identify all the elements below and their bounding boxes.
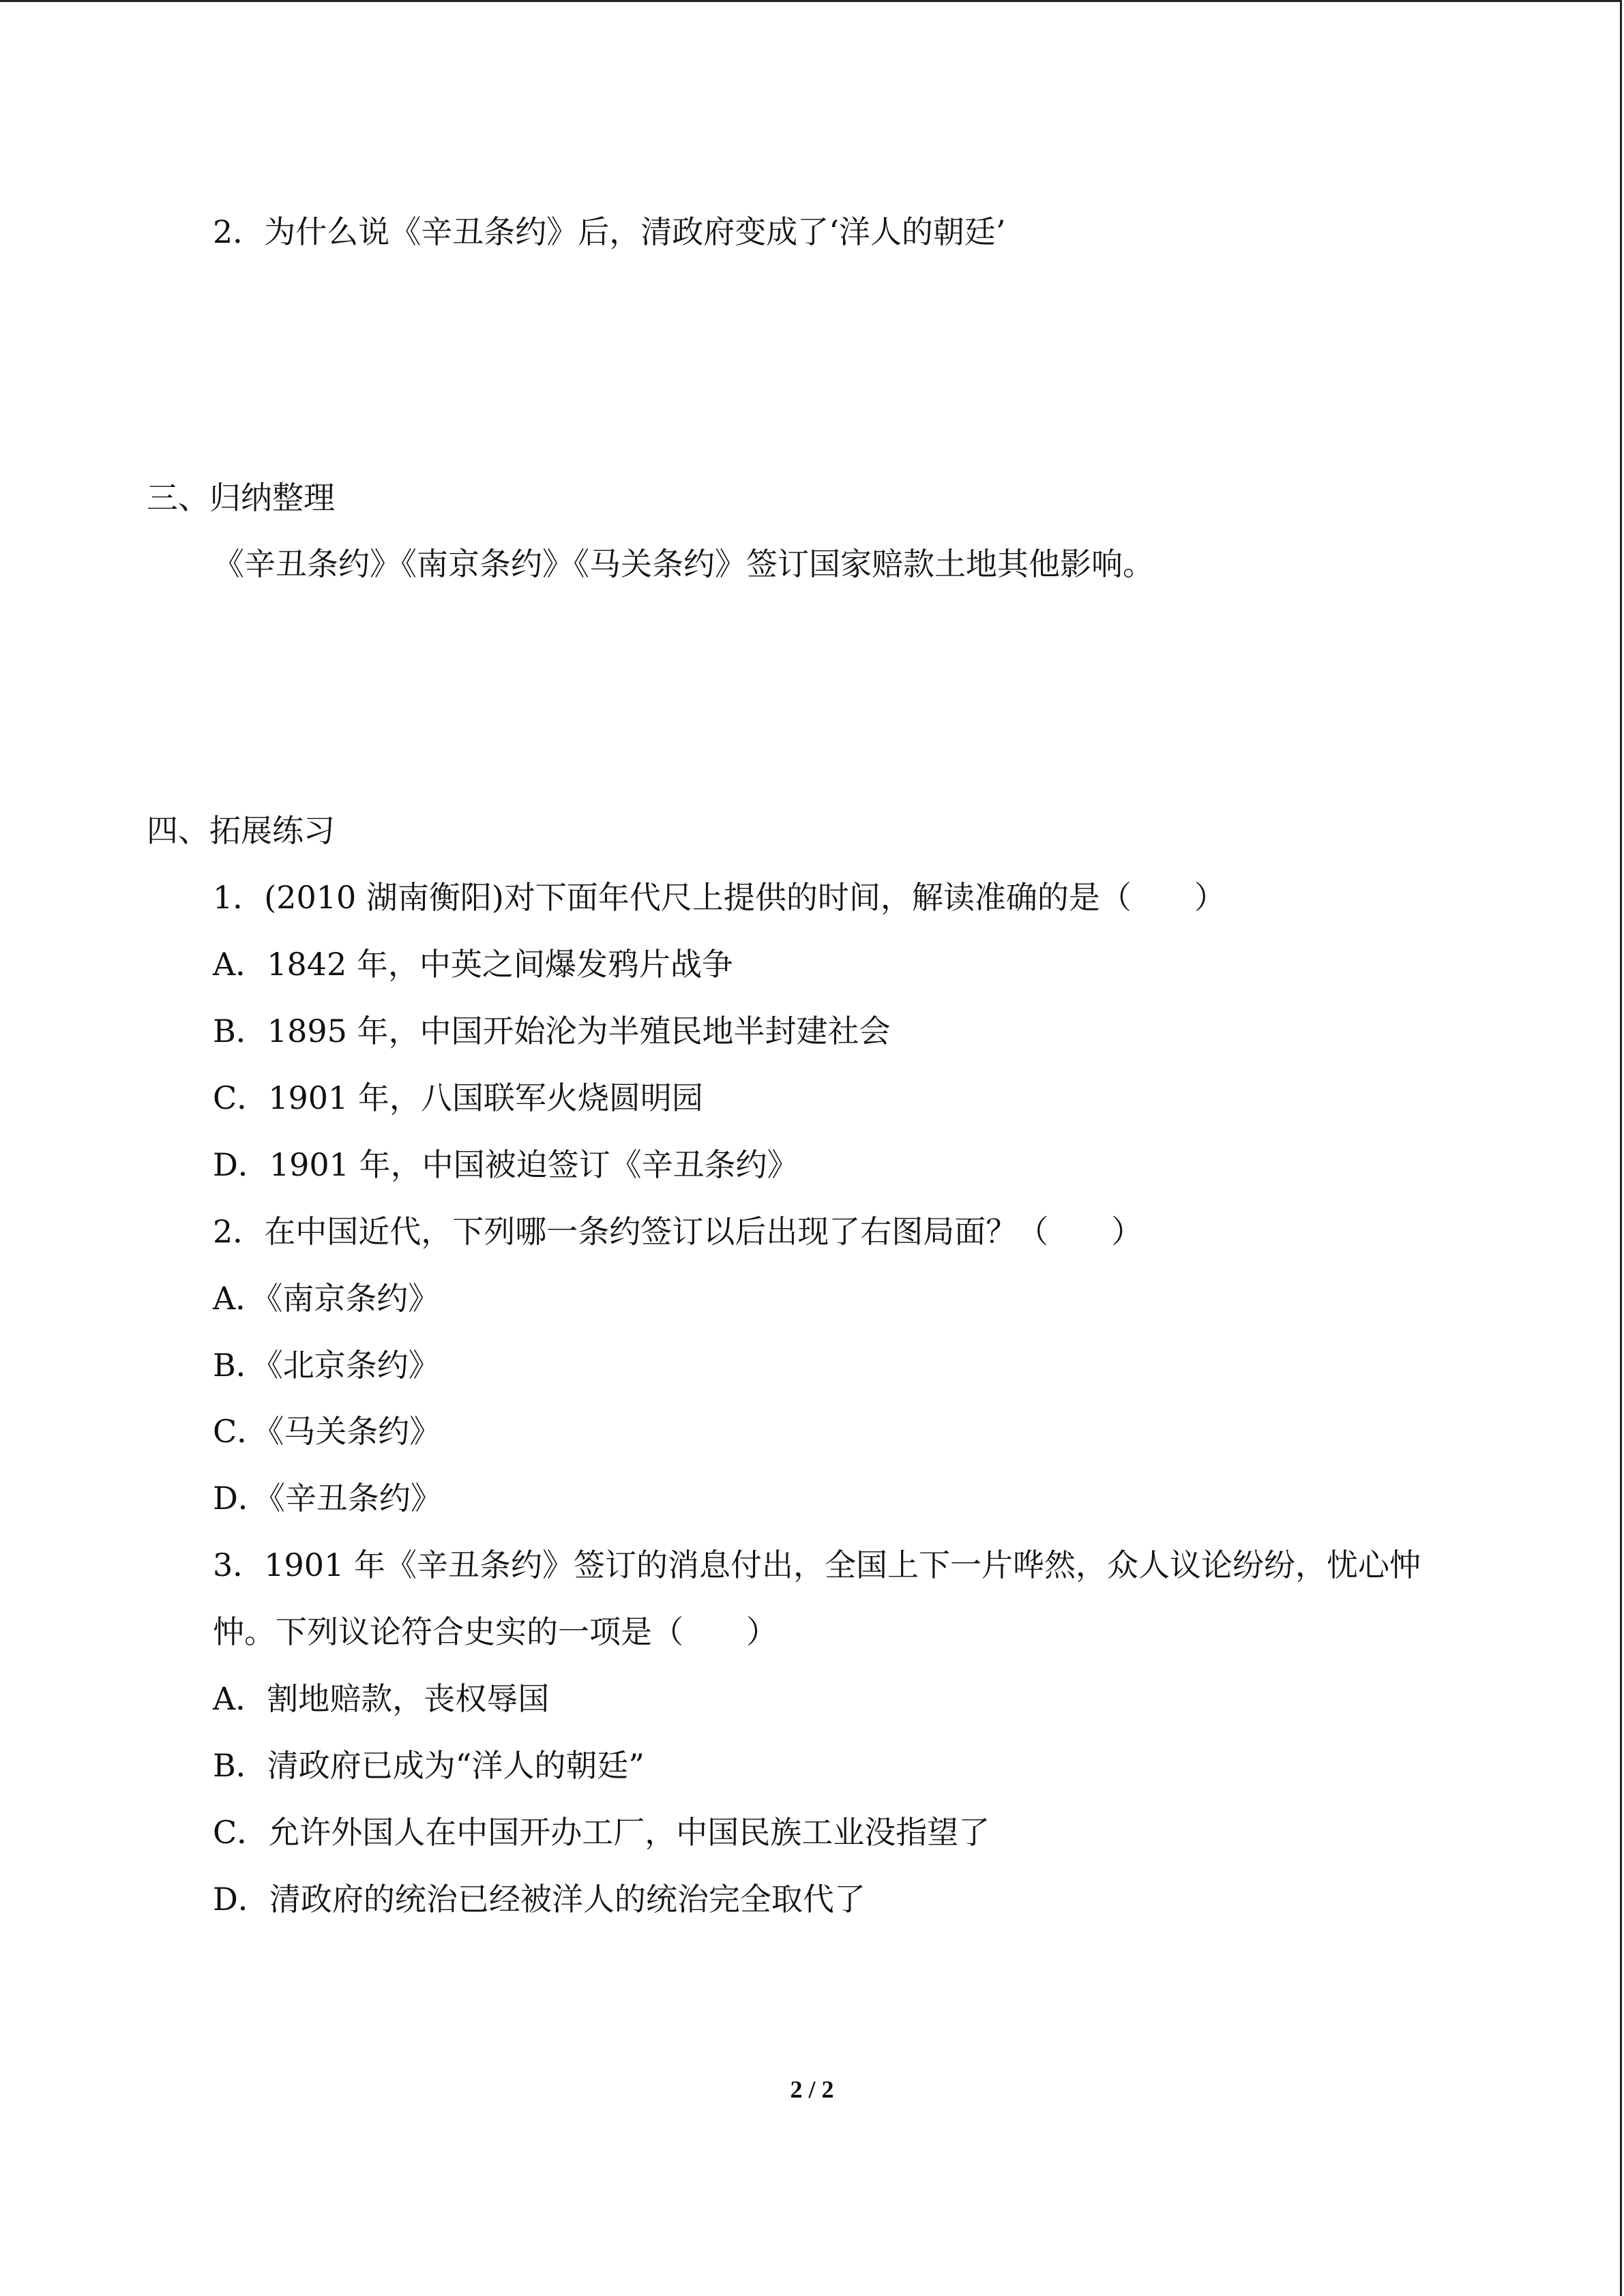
q1-option-c: C．1901 年，八国联军火烧圆明园 [213,1079,703,1116]
q2-option-a: A．《南京条约》 [213,1280,440,1317]
page-number: 2 / 2 [790,2076,834,2103]
q1-option-d: D．1901 年，中国被迫签订《辛丑条约》 [213,1146,799,1183]
section-3-heading: 三、归纳整理 [147,479,335,516]
q2-option-d: D．《辛丑条约》 [213,1480,442,1517]
q3-stem-line1: 3．1901 年《辛丑条约》签订的消息付出，全国上下一片哗然，众人议论纷纷，忧心忡 [213,1547,1421,1583]
q1-stem: 1．(2010 湖南衡阳)对下面年代尺上提供的时间，解读准确的是（ ） [213,879,1226,916]
q2-option-b: B．《北京条约》 [213,1347,440,1384]
q3-option-b: B．清政府已成为“洋人的朝廷” [213,1747,645,1784]
q1-option-b: B．1895 年，中国开始沦为半殖民地半封建社会 [213,1013,891,1049]
q3-option-c: C．允许外国人在中国开办工厂，中国民族工业没指望了 [213,1814,990,1851]
section-4-heading: 四、拓展练习 [147,812,335,849]
question-2-intro: 2．为什么说《辛丑条约》后，清政府变成了‘洋人的朝廷’ [213,213,1006,250]
q2-stem: 2．在中国近代，下列哪一条约签订以后出现了右图局面？（ ） [213,1213,1143,1250]
q3-option-a: A．割地赔款，丧权辱国 [213,1680,550,1717]
section-3-text: 《辛丑条约》《南京条约》《马关条约》签订国家赔款土地其他影响。 [213,546,1154,582]
q1-option-a: A．1842 年，中英之间爆发鸦片战争 [213,946,733,983]
q3-option-d: D．清政府的统治已经被洋人的统治完全取代了 [213,1881,866,1918]
q3-stem-line2: 忡。下列议论符合史实的一项是（ ） [213,1613,778,1650]
q2-option-c: C．《马关条约》 [213,1413,441,1450]
